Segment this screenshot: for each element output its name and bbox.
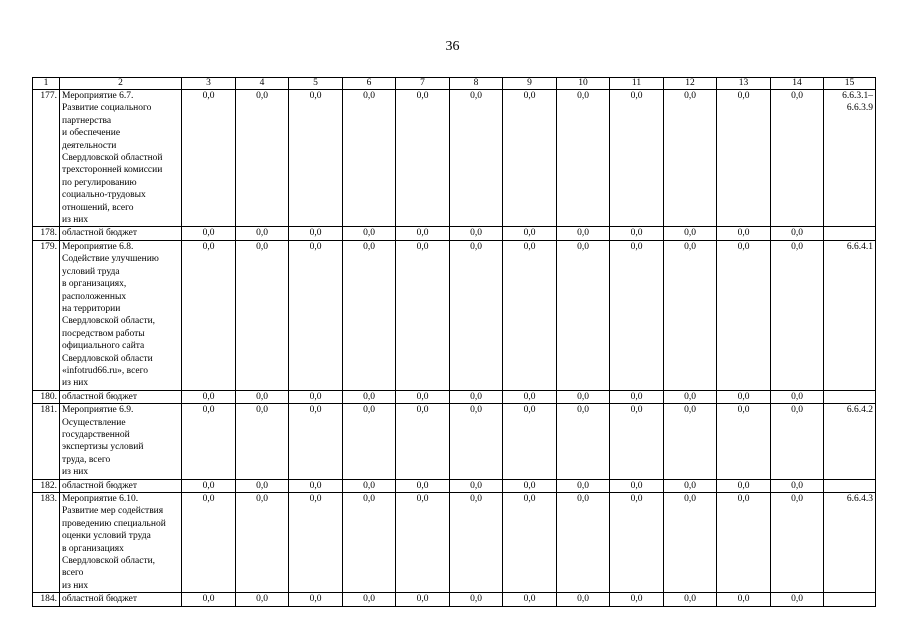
value-cell: 0,0 <box>450 493 503 593</box>
value-cell: 0,0 <box>396 390 450 403</box>
description-line: Мероприятие 6.10. <box>62 494 139 504</box>
description-line: из них <box>62 580 89 591</box>
column-header: 3 <box>182 78 236 90</box>
description-line: посредством работы <box>62 328 145 339</box>
value-cell: 0,0 <box>396 240 450 390</box>
column-header: 9 <box>503 78 557 90</box>
description-line: Развитие мер содействия <box>62 506 164 517</box>
value-cell: 0,0 <box>717 240 771 390</box>
row-description <box>60 390 182 403</box>
description-line: отношений, всего <box>62 202 134 213</box>
table-row <box>33 390 876 403</box>
target-code <box>824 593 876 606</box>
target-code <box>824 390 876 403</box>
column-header: 2 <box>60 78 182 90</box>
column-header: 13 <box>717 78 771 90</box>
value-cell: 0,0 <box>771 227 824 240</box>
description-line: Свердловской области <box>62 353 153 364</box>
value-cell: 0,0 <box>236 390 289 403</box>
value-cell: 0,0 <box>664 390 717 403</box>
value-cell: 0,0 <box>289 390 343 403</box>
target-code <box>824 479 876 492</box>
value-cell: 0,0 <box>450 390 503 403</box>
value-cell: 0,0 <box>343 227 396 240</box>
page-number: 36 <box>445 39 460 54</box>
value-cell: 0,0 <box>557 90 610 227</box>
code-line: 6.6.4.1 <box>846 241 873 252</box>
code-line: 6.6.3.1– <box>842 91 873 101</box>
value-cell: 0,0 <box>450 227 503 240</box>
description-line: оценки условий труда <box>62 531 151 542</box>
value-cell: 0,0 <box>289 593 343 606</box>
description-line: Свердловской области, <box>62 316 156 327</box>
value-cell: 0,0 <box>771 479 824 492</box>
value-cell: 0,0 <box>717 227 771 240</box>
value-cell: 0,0 <box>396 227 450 240</box>
description-line: экспертизы условий <box>62 442 144 453</box>
target-code <box>824 240 876 390</box>
description-line: труда, всего <box>62 454 111 465</box>
value-cell: 0,0 <box>503 479 557 492</box>
value-cell: 0,0 <box>664 593 717 606</box>
description-line: Свердловской области, <box>62 556 156 567</box>
code-line: 6.6.4.2 <box>846 405 873 416</box>
value-cell: 0,0 <box>610 390 664 403</box>
row-description <box>60 493 182 593</box>
value-cell: 0,0 <box>557 404 610 479</box>
column-header: 5 <box>289 78 343 90</box>
column-header: 1 <box>33 78 60 90</box>
value-cell: 0,0 <box>664 404 717 479</box>
value-cell: 0,0 <box>343 493 396 593</box>
header-row <box>33 78 876 90</box>
row-number: 181. <box>33 404 60 479</box>
value-cell: 0,0 <box>717 479 771 492</box>
value-cell: 0,0 <box>664 479 717 492</box>
table-row <box>33 493 876 593</box>
row-number: 184. <box>33 593 60 606</box>
value-cell: 0,0 <box>396 90 450 227</box>
column-header: 4 <box>236 78 289 90</box>
value-cell: 0,0 <box>182 493 236 593</box>
column-header: 7 <box>396 78 450 90</box>
value-cell: 0,0 <box>182 240 236 390</box>
value-cell: 0,0 <box>182 404 236 479</box>
description-line: Мероприятие 6.8. <box>62 241 134 252</box>
value-cell: 0,0 <box>557 240 610 390</box>
value-cell: 0,0 <box>289 227 343 240</box>
value-cell: 0,0 <box>396 493 450 593</box>
value-cell: 0,0 <box>503 493 557 593</box>
description-line: в организациях, <box>62 279 127 290</box>
value-cell: 0,0 <box>503 227 557 240</box>
value-cell: 0,0 <box>289 240 343 390</box>
value-cell: 0,0 <box>664 240 717 390</box>
row-description <box>60 227 182 240</box>
value-cell: 0,0 <box>450 240 503 390</box>
description-line: трехсторонней комиссии <box>62 165 163 176</box>
description-line: официального сайта <box>62 341 145 352</box>
value-cell: 0,0 <box>236 227 289 240</box>
description-line: в организациях <box>62 543 124 554</box>
value-cell: 0,0 <box>343 240 396 390</box>
description-line: областной бюджет <box>62 228 138 239</box>
description-line: государственной <box>62 429 130 440</box>
column-header: 10 <box>557 78 610 90</box>
value-cell: 0,0 <box>396 479 450 492</box>
value-cell: 0,0 <box>664 493 717 593</box>
value-cell: 0,0 <box>396 593 450 606</box>
description-line: деятельности <box>62 140 117 151</box>
value-cell: 0,0 <box>503 90 557 227</box>
value-cell: 0,0 <box>610 593 664 606</box>
value-cell: 0,0 <box>610 227 664 240</box>
value-cell: 0,0 <box>557 479 610 492</box>
value-cell: 0,0 <box>771 390 824 403</box>
description-line: Мероприятие 6.9. <box>62 405 134 416</box>
row-number: 182. <box>33 479 60 492</box>
value-cell: 0,0 <box>771 240 824 390</box>
value-cell: 0,0 <box>717 90 771 227</box>
description-line: из них <box>62 215 89 226</box>
value-cell: 0,0 <box>343 404 396 479</box>
value-cell: 0,0 <box>182 390 236 403</box>
value-cell: 0,0 <box>236 479 289 492</box>
description-line: из них <box>62 378 89 389</box>
value-cell: 0,0 <box>664 227 717 240</box>
description-line: Развитие социального <box>62 103 152 114</box>
row-number: 179. <box>33 240 60 390</box>
value-cell: 0,0 <box>771 493 824 593</box>
row-description <box>60 90 182 227</box>
row-description <box>60 479 182 492</box>
row-number: 183. <box>33 493 60 593</box>
table-row <box>33 479 876 492</box>
row-description <box>60 404 182 479</box>
table-row <box>33 90 876 227</box>
value-cell: 0,0 <box>236 240 289 390</box>
value-cell: 0,0 <box>610 240 664 390</box>
description-line: на территории <box>62 303 121 314</box>
value-cell: 0,0 <box>343 593 396 606</box>
value-cell: 0,0 <box>182 227 236 240</box>
value-cell: 0,0 <box>343 390 396 403</box>
value-cell: 0,0 <box>557 493 610 593</box>
column-header: 6 <box>343 78 396 90</box>
row-number: 177. <box>33 90 60 227</box>
description-line: областной бюджет <box>62 480 138 491</box>
target-code <box>824 227 876 240</box>
target-code <box>824 90 876 227</box>
target-code <box>824 493 876 593</box>
row-number: 180. <box>33 390 60 403</box>
value-cell: 0,0 <box>236 90 289 227</box>
description-line: Свердловской областной <box>62 153 163 164</box>
description-line: Мероприятие 6.7. <box>62 91 134 101</box>
value-cell: 0,0 <box>396 404 450 479</box>
table-row <box>33 593 876 606</box>
row-number: 178. <box>33 227 60 240</box>
value-cell: 0,0 <box>717 404 771 479</box>
column-header: 15 <box>824 78 876 90</box>
value-cell: 0,0 <box>557 593 610 606</box>
description-line: «infotrud66.ru», всего <box>62 365 149 376</box>
code-line: 6.6.3.9 <box>846 103 873 114</box>
table-row <box>33 404 876 479</box>
value-cell: 0,0 <box>717 390 771 403</box>
value-cell: 0,0 <box>289 479 343 492</box>
value-cell: 0,0 <box>236 493 289 593</box>
value-cell: 0,0 <box>236 593 289 606</box>
budget-table <box>32 77 876 607</box>
value-cell: 0,0 <box>182 90 236 227</box>
description-line: условий труда <box>62 266 120 277</box>
description-line: Осуществление <box>62 417 126 428</box>
value-cell: 0,0 <box>182 479 236 492</box>
value-cell: 0,0 <box>557 390 610 403</box>
value-cell: 0,0 <box>503 404 557 479</box>
value-cell: 0,0 <box>289 90 343 227</box>
value-cell: 0,0 <box>289 404 343 479</box>
description-line: расположенных <box>62 291 127 302</box>
description-line: проведению специальной <box>62 518 166 529</box>
value-cell: 0,0 <box>610 90 664 227</box>
code-line: 6.6.4.3 <box>846 494 873 504</box>
value-cell: 0,0 <box>182 593 236 606</box>
value-cell: 0,0 <box>343 479 396 492</box>
table-row <box>33 227 876 240</box>
value-cell: 0,0 <box>343 90 396 227</box>
value-cell: 0,0 <box>771 404 824 479</box>
description-line: областной бюджет <box>62 594 138 605</box>
value-cell: 0,0 <box>557 227 610 240</box>
value-cell: 0,0 <box>236 404 289 479</box>
description-line: из них <box>62 467 89 478</box>
description-line: социально-трудовых <box>62 190 146 201</box>
value-cell: 0,0 <box>771 90 824 227</box>
value-cell: 0,0 <box>610 404 664 479</box>
value-cell: 0,0 <box>717 593 771 606</box>
value-cell: 0,0 <box>717 493 771 593</box>
column-header: 8 <box>450 78 503 90</box>
description-line: партнерства <box>62 115 112 126</box>
row-description <box>60 240 182 390</box>
value-cell: 0,0 <box>503 390 557 403</box>
value-cell: 0,0 <box>450 404 503 479</box>
value-cell: 0,0 <box>610 493 664 593</box>
description-line: всего <box>62 568 84 579</box>
value-cell: 0,0 <box>450 90 503 227</box>
row-description <box>60 593 182 606</box>
description-line: Содействие улучшению <box>62 254 159 265</box>
value-cell: 0,0 <box>664 90 717 227</box>
value-cell: 0,0 <box>503 240 557 390</box>
description-line: по регулированию <box>62 177 137 188</box>
column-header: 12 <box>664 78 717 90</box>
value-cell: 0,0 <box>771 593 824 606</box>
column-header: 11 <box>610 78 664 90</box>
description-line: областной бюджет <box>62 391 138 402</box>
description-line: и обеспечение <box>62 128 121 139</box>
value-cell: 0,0 <box>503 593 557 606</box>
column-header: 14 <box>771 78 824 90</box>
table-row <box>33 240 876 390</box>
value-cell: 0,0 <box>610 479 664 492</box>
value-cell: 0,0 <box>450 479 503 492</box>
value-cell: 0,0 <box>289 493 343 593</box>
value-cell: 0,0 <box>450 593 503 606</box>
target-code <box>824 404 876 479</box>
